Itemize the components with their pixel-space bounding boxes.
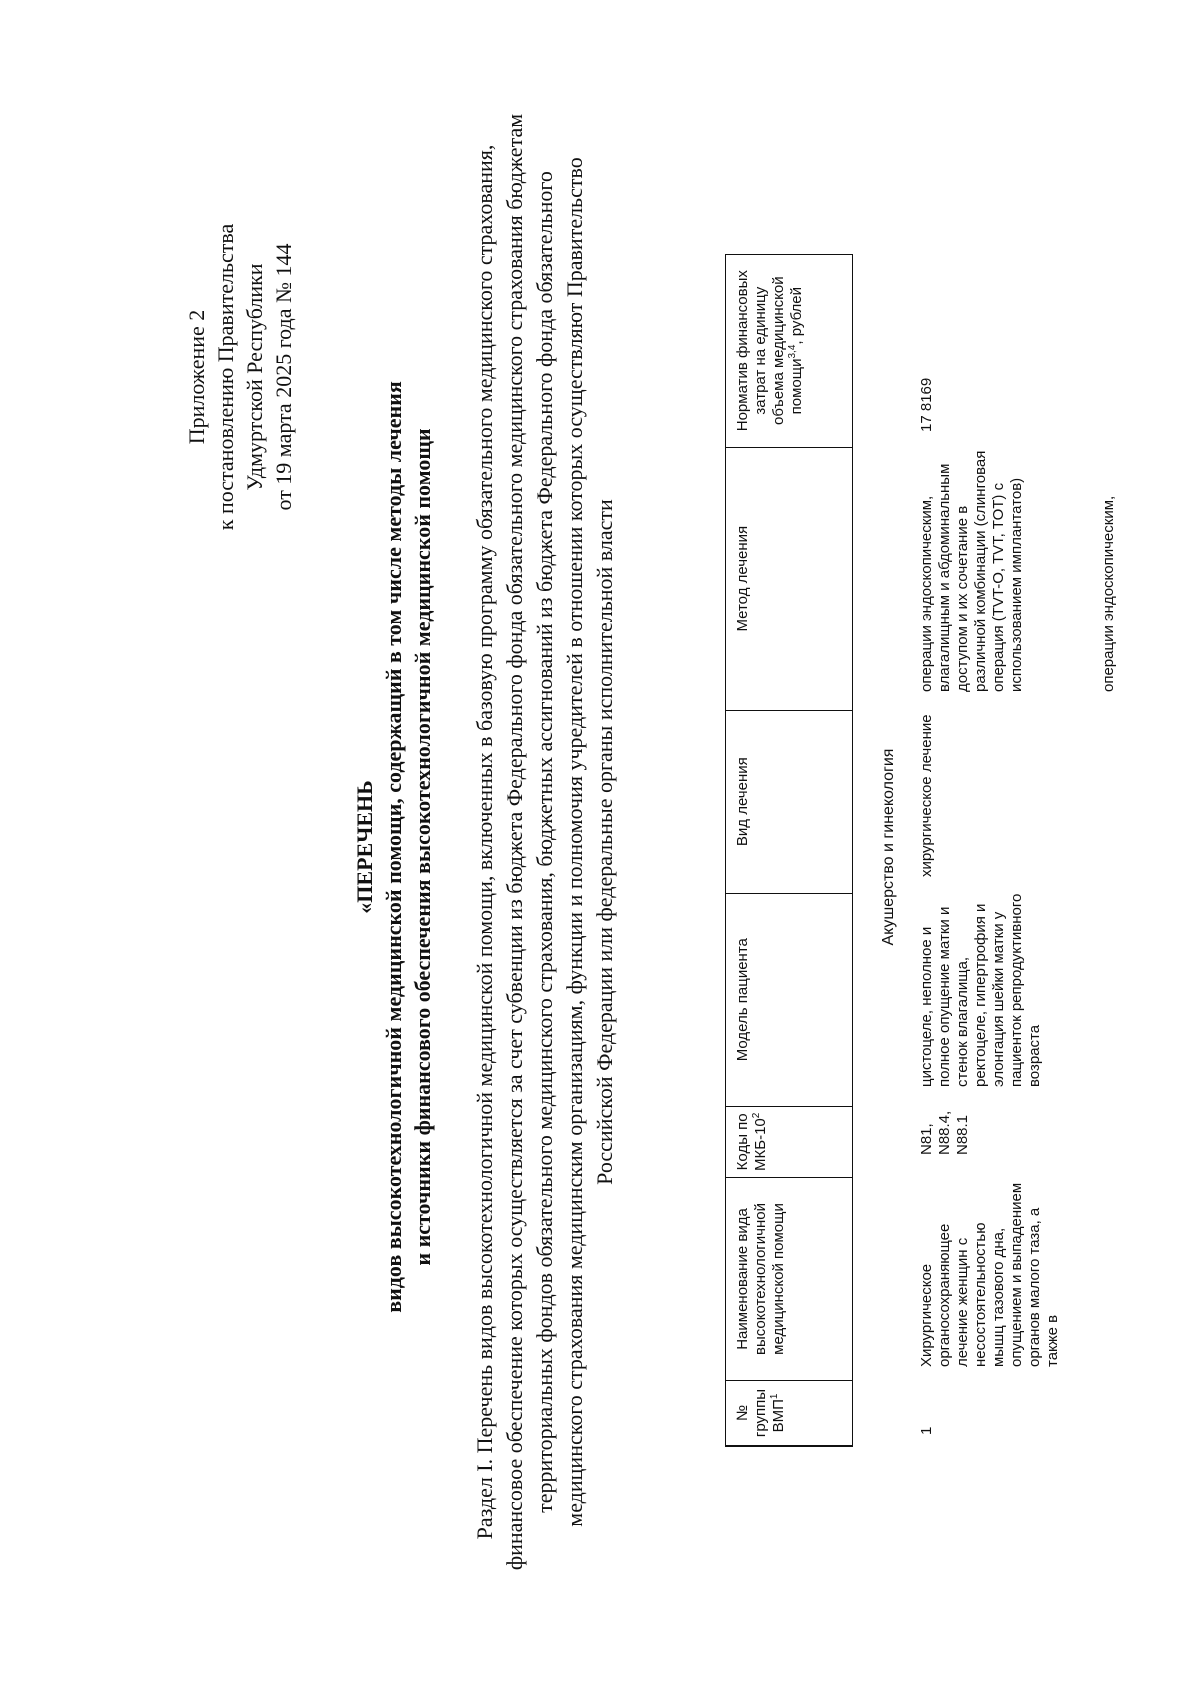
title-line: и источники финансового обеспечения высокотехнологичной медицинской помощи [410, 428, 435, 1266]
header-name: Наименование вида высокотехнологичной медицинской помощи [726, 1178, 853, 1381]
header-treatment-type: Вид лечения [726, 710, 853, 893]
title-line: видов высокотехнологичной медицинской помощи, содержащий в том числе методы лечения [381, 381, 406, 1313]
row-norm: 17 8169 [918, 377, 935, 432]
header-norm: Норматив финансовых затрат на единицу объема медицинской помощи$^{3,4}$, рублей [726, 254, 853, 447]
row-group-no: 1 [918, 1426, 935, 1435]
section-heading: Акушерство и гинекология [880, 748, 897, 946]
attachment-line: Приложение 2 [184, 309, 209, 445]
row-treatment-method: операции эндоскопическим, влагалищным и абдоминальным доступом и их сочетание в различной комбинации (слинговая операция (TVT-O, TVT, TOT) с использованием имплантатов) [918, 450, 1025, 692]
header-patient-model: Модель пациента [726, 893, 853, 1106]
row-codes: N81, N88.4, N88.1 [918, 1110, 971, 1155]
attachment-line: от 19 марта 2025 года № 144 [271, 243, 296, 511]
row-name: Хирургическое органосохраняющее лечение женщин с несостоятельностью мышц тазового дна, опущением и выпадением органов малого таза, а также в [918, 1182, 1061, 1367]
attachment-line: к постановлению Правительства [213, 223, 238, 531]
document-title [350, 247, 437, 1447]
attachment-block [182, 207, 298, 547]
title-line: «ПЕРЕЧЕНЬ [352, 780, 377, 914]
vmp-table-header [725, 254, 853, 1447]
header-codes: Коды по МКБ-$10^2$ [726, 1106, 853, 1177]
attachment-line: Удмуртской Республики [242, 263, 267, 491]
section-intro: Раздел I. Перечень видов высокотехнологичной медицинской помощи, включенных в базовую программу обязательного медицинского страхования, финансовое обеспечение которых осуществляется за счет субвенции из бюджета Федерального фонда обязательного медицинского страхования бюджетам территориальных фондов обязательного медицинского страхования, бюджетных ассигнований из бюджета Федерального фонда обязательного медицинского страхования медицинским организациям, функции и полномочия учредителей в отношении которых осуществляют Правительство Российской Федерации или федеральные органы исполнительной власти [472, 113, 617, 1571]
row-treatment-method-2: операции эндоскопическим, [1100, 495, 1117, 692]
row-treatment-type: хирургическое лечение [918, 714, 935, 877]
row-patient-model: цистоцеле, неполное и полное опущение матки и стенок влагалища, ректоцеле, гипертрофия и элонгация шейки матки у пациенток репродуктивного возраста [918, 893, 1043, 1087]
header-treatment-method: Метод лечения [726, 447, 853, 710]
header-group-no: № группы ВМП$^1$ [726, 1381, 853, 1447]
